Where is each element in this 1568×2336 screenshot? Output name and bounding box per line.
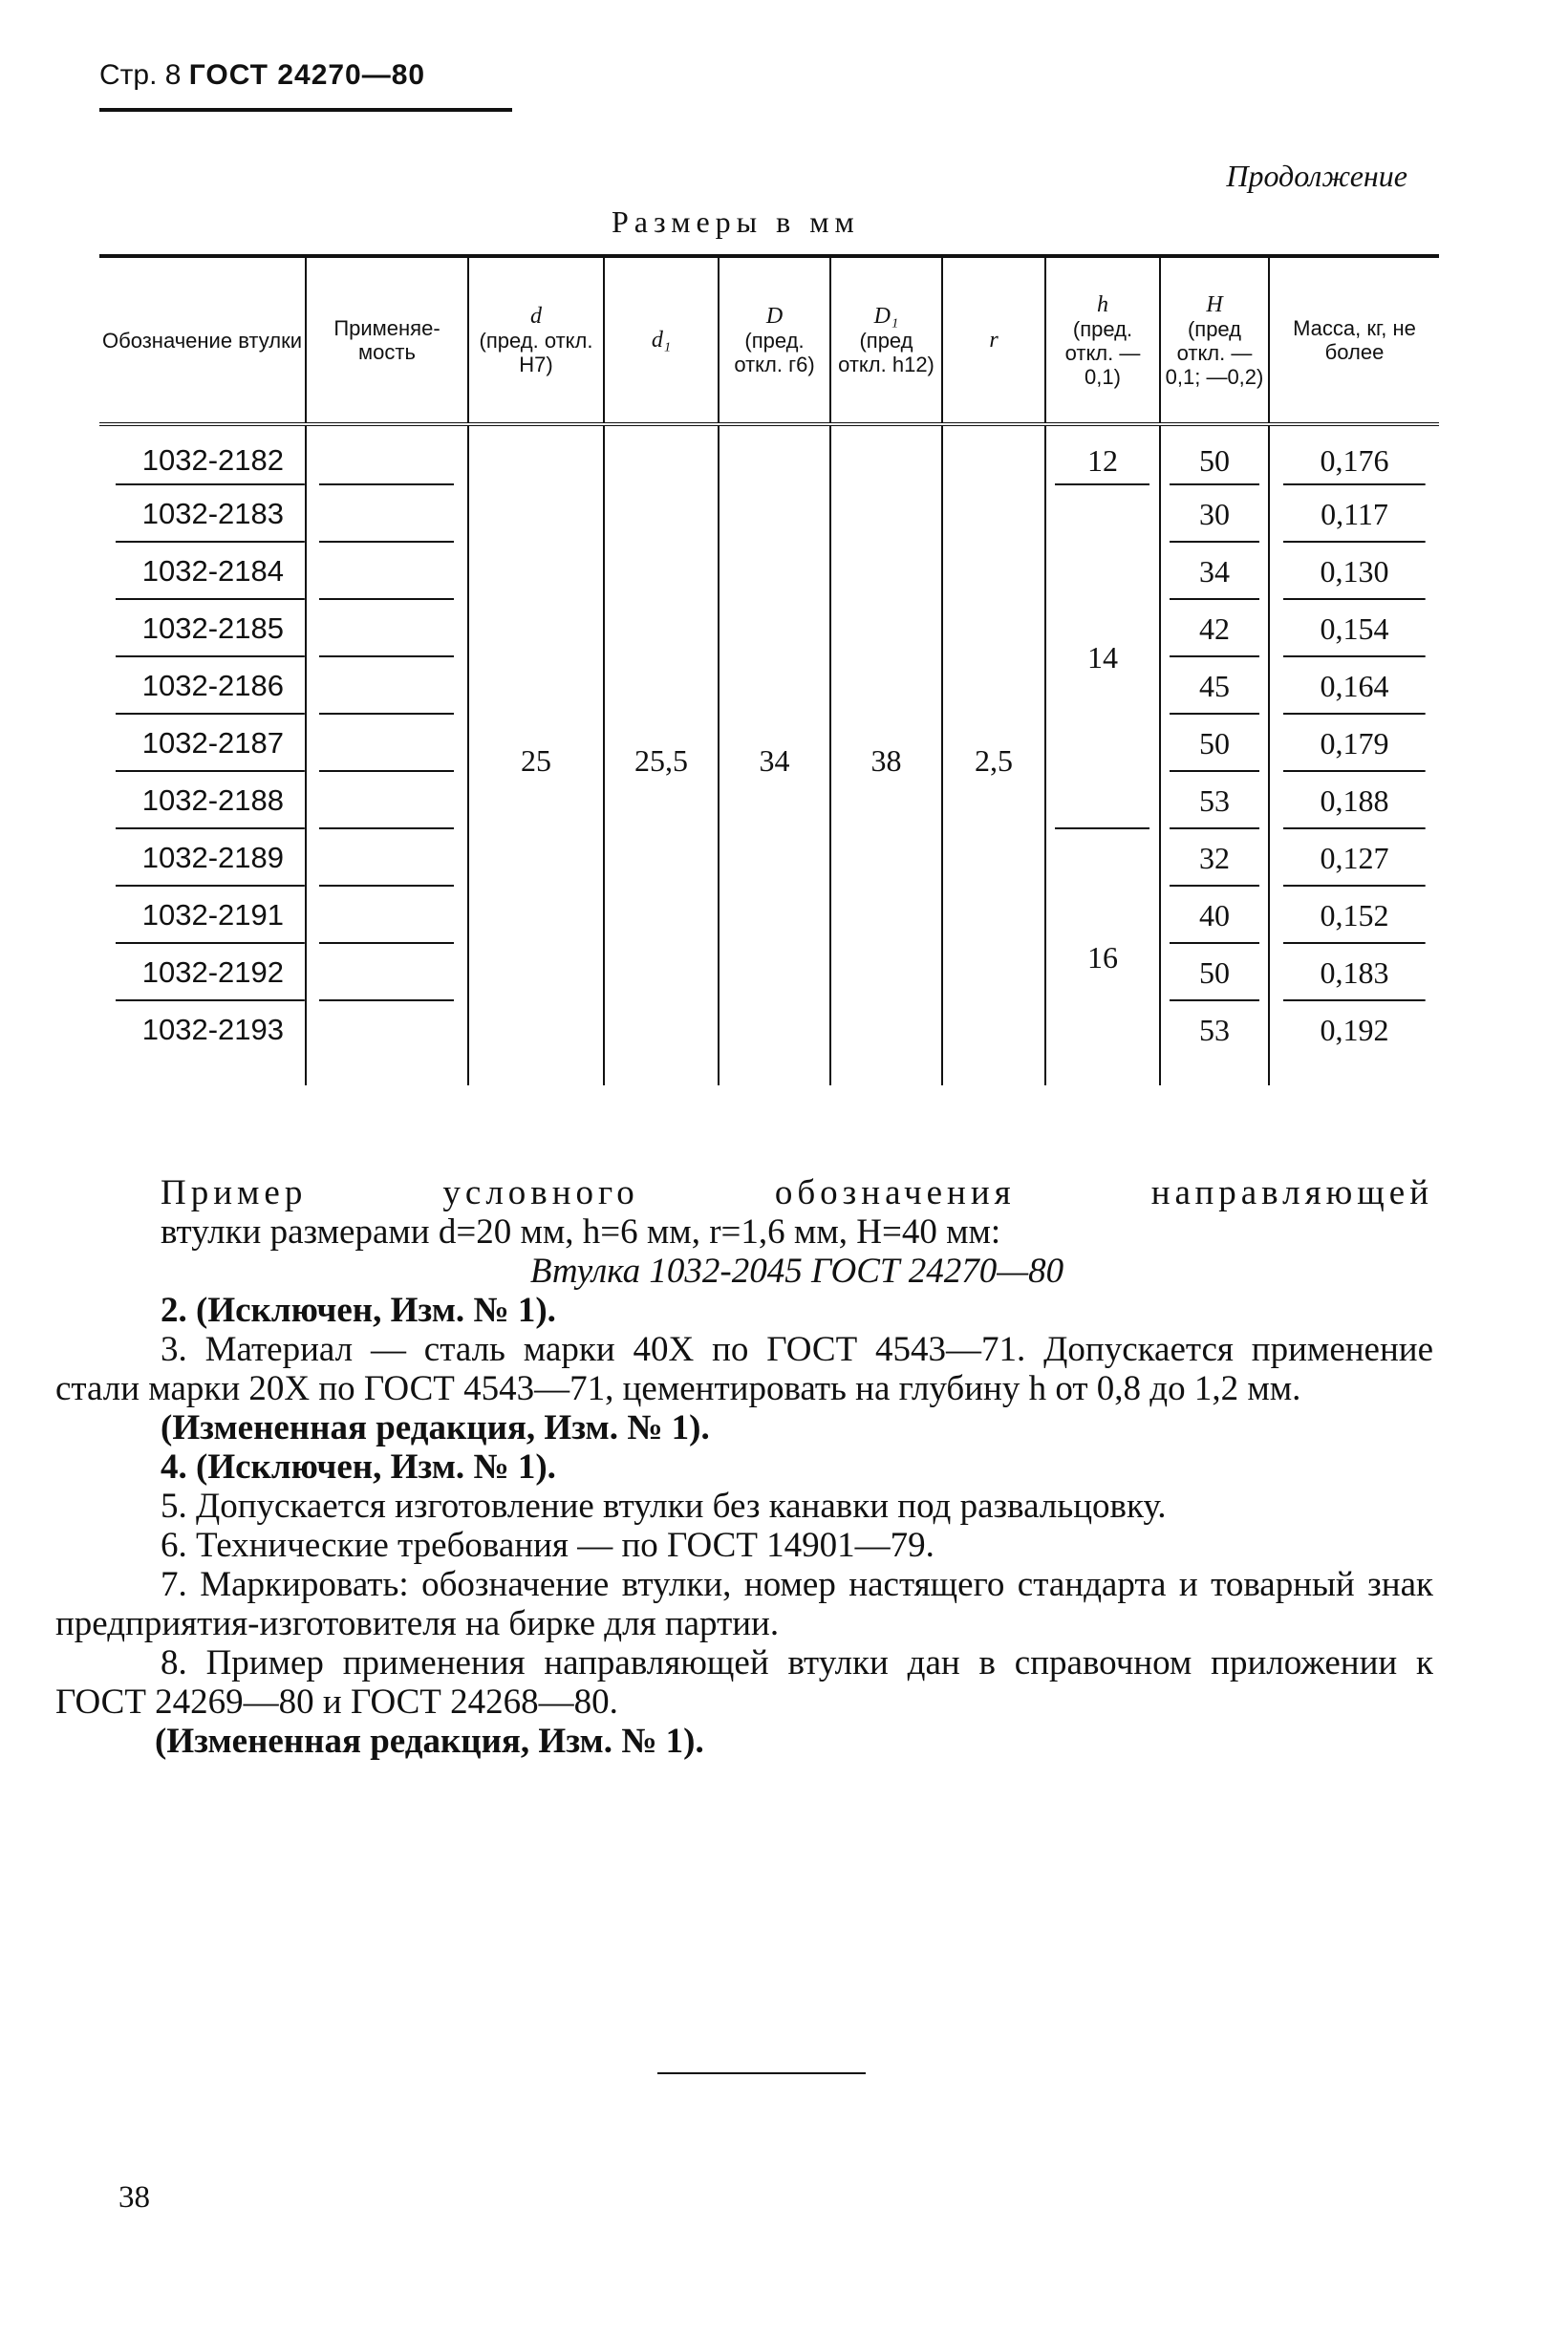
designation-cell: 1032-2183	[99, 485, 306, 543]
designation-cell: 1032-2192	[99, 944, 306, 1001]
item-7: 7. Маркировать: обозначение втулки, номер настящего стандарта и товарный знак предприятия-изготовителя на бирке для партии.	[55, 1565, 1433, 1643]
item-2: 2. (Исключен, Изм. № 1).	[161, 1291, 556, 1330]
header-applicability: Применяе-мость	[306, 256, 468, 424]
applicability-cell	[306, 600, 468, 657]
mass-value: 0,164	[1269, 657, 1439, 715]
example-designation: Втулка 1032-2045 ГОСТ 24270—80	[529, 1252, 1064, 1291]
H-value: 42	[1160, 600, 1269, 657]
standard-number: ГОСТ 24270—80	[188, 59, 426, 91]
applicability-cell	[306, 887, 468, 944]
header-d1: d₁	[604, 256, 719, 424]
designation-cell: 1032-2187	[99, 715, 306, 772]
body-text	[55, 1173, 1433, 1761]
d1-value: 25,5	[604, 424, 719, 1085]
bushing-dimensions-table	[99, 254, 1439, 1085]
applicability-cell	[306, 424, 468, 485]
page-number: 38	[118, 2180, 150, 2215]
h-value: 14	[1045, 485, 1160, 829]
D1-value: 38	[830, 424, 942, 1085]
H-value: 45	[1160, 657, 1269, 715]
mass-value: 0,192	[1269, 1001, 1439, 1085]
applicability-cell	[306, 543, 468, 600]
mass-value: 0,188	[1269, 772, 1439, 829]
H-value: 40	[1160, 887, 1269, 944]
header-H: H (пред откл. —0,1; —0,2)	[1160, 256, 1269, 424]
mass-value: 0,152	[1269, 887, 1439, 944]
designation-cell: 1032-2186	[99, 657, 306, 715]
r-value: 2,5	[942, 424, 1045, 1085]
applicability-cell	[306, 829, 468, 887]
applicability-cell	[306, 772, 468, 829]
designation-cell: 1032-2184	[99, 543, 306, 600]
item-6: 6. Технические требования — по ГОСТ 14901—79.	[161, 1526, 934, 1565]
item-4: 4. (Исключен, Изм. № 1).	[161, 1447, 556, 1487]
continued-label: Продолжение	[1226, 159, 1407, 193]
mass-value: 0,130	[1269, 543, 1439, 600]
example-intro-line-1: Пример условного обозначения направляющей	[161, 1173, 1433, 1212]
h-value: 12	[1045, 424, 1160, 485]
designation-cell: 1032-2191	[99, 887, 306, 944]
header-designation: Обозначение втулки	[99, 256, 306, 424]
H-value: 50	[1160, 715, 1269, 772]
designation-cell: 1032-2185	[99, 600, 306, 657]
header-mass: Масса, кг, не более	[1269, 256, 1439, 424]
header-r: r	[942, 256, 1045, 424]
mass-value: 0,117	[1269, 485, 1439, 543]
item-8: 8. Пример применения направляющей втулки дан в справочном приложении к ГОСТ 24269—80 и ГОСТ 24268—80.	[55, 1643, 1433, 1722]
header-rule	[99, 108, 512, 112]
mass-value: 0,176	[1269, 424, 1439, 485]
footer-separator	[657, 2072, 866, 2074]
header-d: d (пред. откл. H7)	[468, 256, 604, 424]
D-value: 34	[719, 424, 830, 1085]
H-value: 34	[1160, 543, 1269, 600]
designation-cell: 1032-2193	[141, 1013, 284, 1046]
designation-cell: 1032-2189	[99, 829, 306, 887]
H-value: 53	[1160, 1001, 1269, 1085]
mass-value: 0,154	[1269, 600, 1439, 657]
item-5: 5. Допускается изготовление втулки без канавки под развальцовку.	[161, 1487, 1167, 1526]
applicability-cell	[306, 944, 468, 1001]
running-header	[99, 59, 425, 92]
table-row	[99, 424, 1439, 485]
units-caption: Размеры в мм	[612, 204, 860, 239]
amendment-note-1: (Измененная редакция, Изм. № 1).	[161, 1408, 710, 1447]
H-value: 53	[1160, 772, 1269, 829]
d-value: 25	[468, 424, 604, 1085]
H-value: 32	[1160, 829, 1269, 887]
mass-value: 0,179	[1269, 715, 1439, 772]
example-intro-line-2: втулки размерами d=20 мм, h=6 мм, r=1,6 мм, H=40 мм:	[161, 1212, 1001, 1252]
mass-value: 0,127	[1269, 829, 1439, 887]
header-D: D (пред. откл. г6)	[719, 256, 830, 424]
page-label: Стр. 8	[99, 59, 182, 91]
mass-value: 0,183	[1269, 944, 1439, 1001]
table-header-row	[99, 256, 1439, 424]
h-value: 16	[1045, 829, 1160, 1085]
H-value: 30	[1160, 485, 1269, 543]
designation-cell: 1032-2182	[99, 424, 306, 485]
amendment-note-2: (Измененная редакция, Изм. № 1).	[155, 1722, 704, 1761]
applicability-cell	[306, 657, 468, 715]
applicability-cell	[306, 485, 468, 543]
item-3: 3. Материал — сталь марки 40Х по ГОСТ 4543—71. Допускается применение стали марки 20Х по ГОСТ 4543—71, цементировать на глубину h от 0,8 до 1,2 мм.	[55, 1330, 1433, 1408]
applicability-cell	[306, 715, 468, 772]
H-value: 50	[1160, 424, 1269, 485]
H-value: 50	[1160, 944, 1269, 1001]
header-D1: D₁ (пред откл. h12)	[830, 256, 942, 424]
applicability-cell	[306, 1001, 468, 1085]
header-h: h (пред. откл. —0,1)	[1045, 256, 1160, 424]
designation-cell: 1032-2188	[99, 772, 306, 829]
